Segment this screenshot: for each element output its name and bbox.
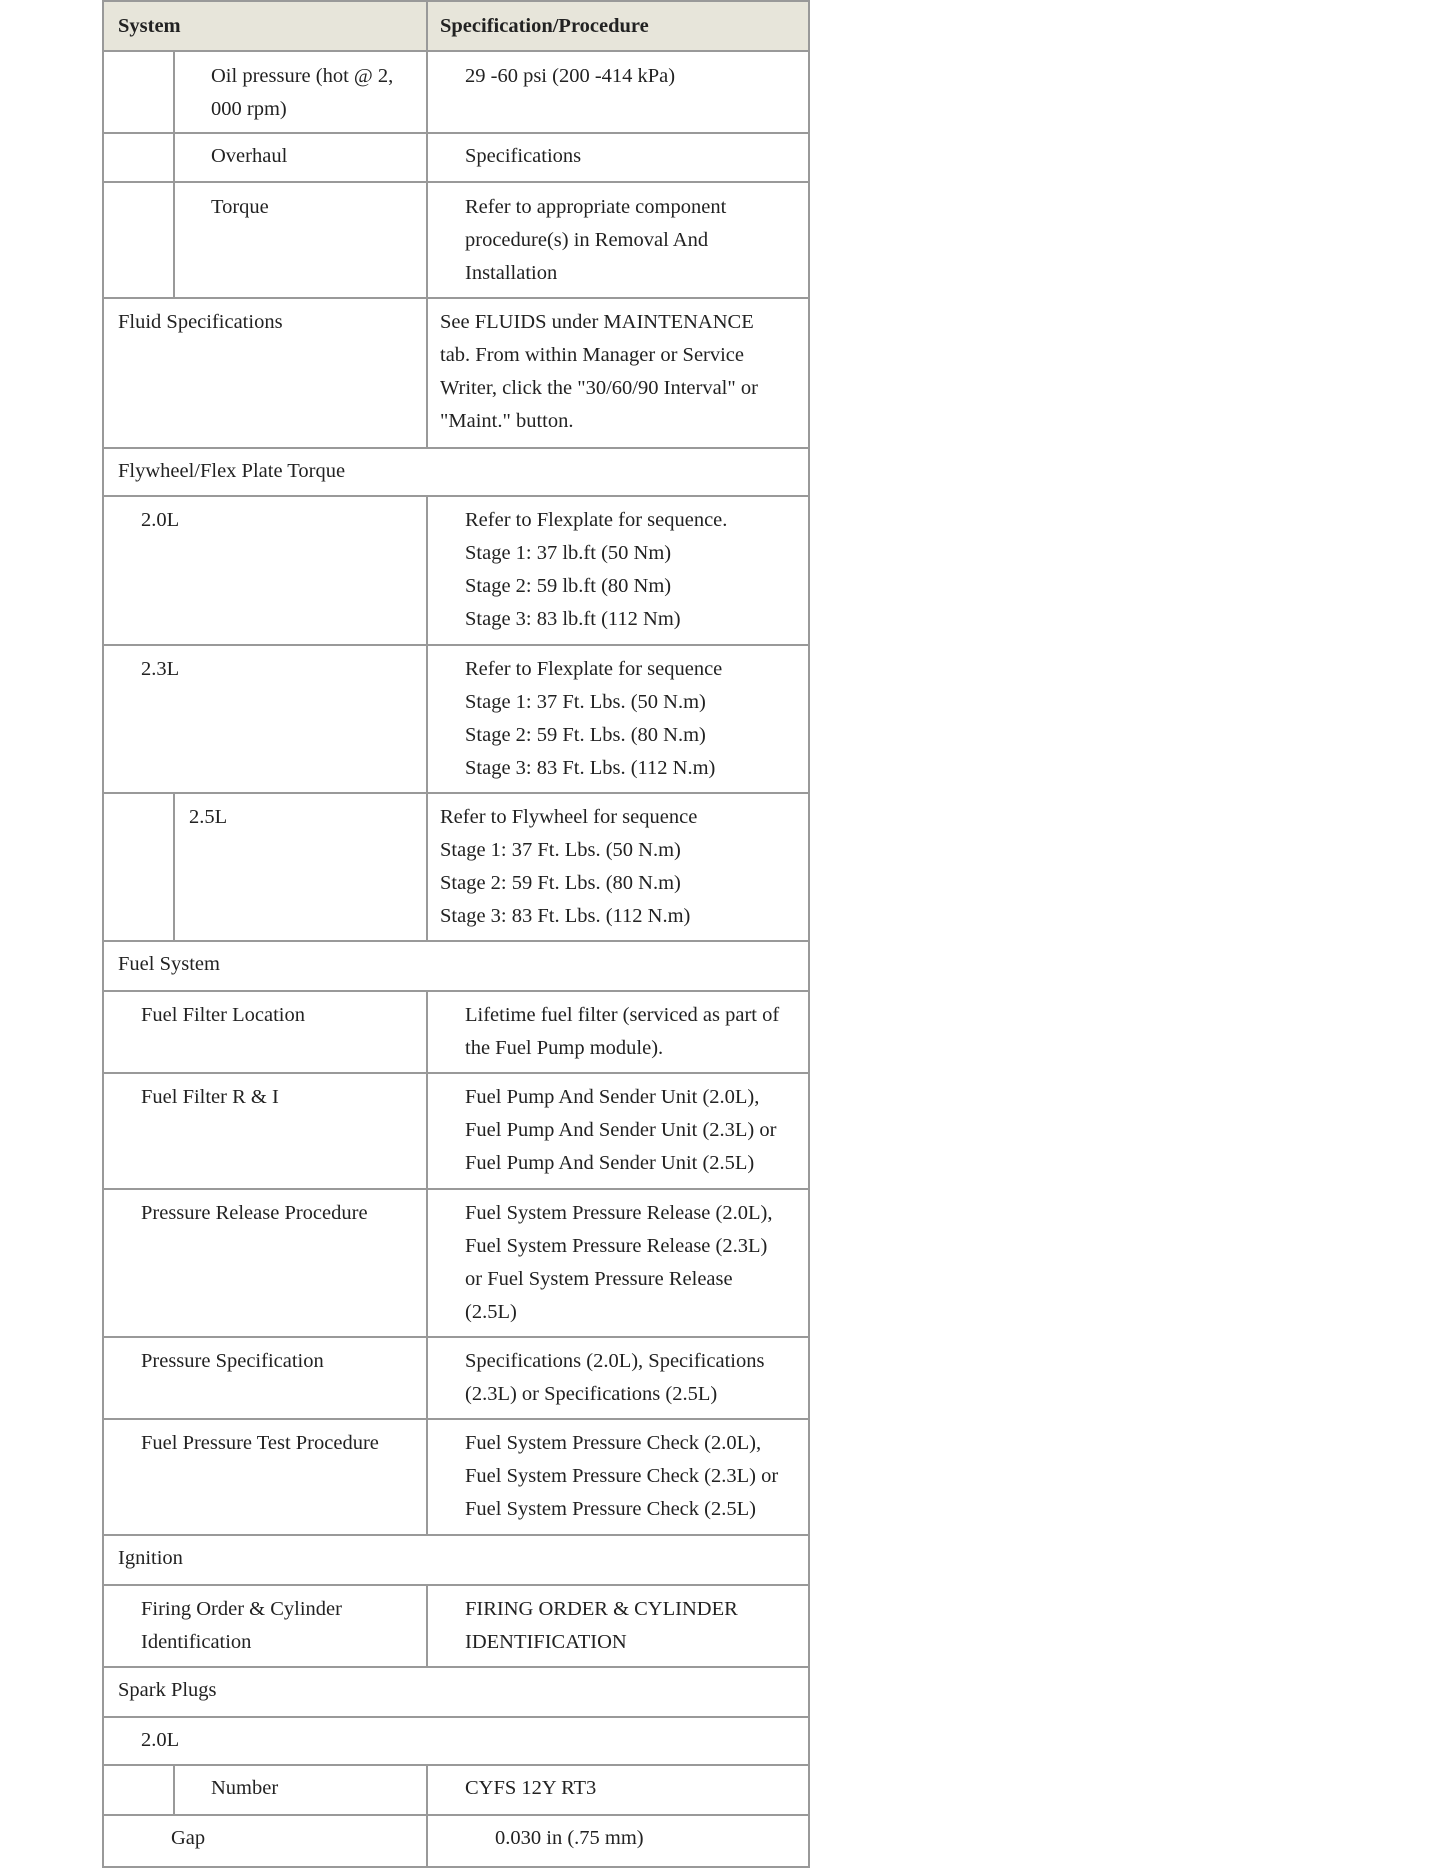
system-cell: Torque [211,196,269,218]
section-row [104,942,808,992]
spec-cell: Fuel System Pressure Release (2.0L), Fuel System Pressure Release (2.3L) or Fuel System Pressure Release (2.5L) [465,1202,773,1323]
table-row [104,794,808,942]
spec-cell: 29 -60 psi (200 -414 kPa) [465,65,676,87]
spec-cell: 0.030 in (.75 mm) [495,1827,644,1849]
section-row [104,1668,808,1718]
system-cell: Fuel Pressure Test Procedure [141,1432,379,1454]
column-header-system: System [118,15,181,37]
spec-cell: FIRING ORDER & CYLINDER IDENTIFICATION [465,1598,738,1653]
spec-cell: Lifetime fuel filter (serviced as part of the Fuel Pump module). [465,1004,780,1059]
section-row [104,449,808,497]
table-row [104,992,808,1074]
system-cell: Gap [171,1827,206,1849]
system-cell: Number [211,1777,279,1799]
subsection-title: 2.0L [141,1729,180,1751]
spec-cell: CYFS 12Y RT3 [465,1777,597,1799]
table-row [104,52,808,134]
table-row [104,1420,808,1536]
system-cell: Overhaul [211,145,288,167]
table-row [104,1338,808,1420]
section-title: Spark Plugs [118,1679,217,1701]
system-cell: Fluid Specifications [118,311,283,333]
spec-cell: Refer to appropriate component procedure(s) in Removal And Installation [465,196,727,284]
spec-cell: Specifications (2.0L), Specifications (2.3L) or Specifications (2.5L) [465,1350,765,1405]
section-title: Flywheel/Flex Plate Torque [118,460,346,482]
table-row [104,1190,808,1338]
spec-cell: Refer to Flywheel for sequence Stage 1: 37 Ft. Lbs. (50 N.m) Stage 2: 59 Ft. Lbs. (80 N.m) Stage 3: 83 Ft. Lbs. (112 N.m) [440,806,698,927]
system-cell: Oil pressure (hot @ 2, 000 rpm) [211,65,394,120]
table-row [104,183,808,299]
table-row [104,1074,808,1190]
table-row [104,1766,808,1816]
spec-cell: See FLUIDS under MAINTENANCE tab. From within Manager or Service Writer, click the "30/60/90 Interval" or "Maint." button. [440,311,758,432]
table-row [104,299,808,449]
system-cell: Fuel Filter Location [141,1004,305,1026]
subsection-row [104,1718,808,1766]
system-cell: Fuel Filter R & I [141,1086,279,1108]
table-row [104,1816,808,1866]
section-title: Fuel System [118,953,220,975]
system-cell: Pressure Release Procedure [141,1202,368,1224]
spec-cell: Fuel System Pressure Check (2.0L), Fuel System Pressure Check (2.3L) or Fuel System Pressure Check (2.5L) [465,1432,779,1520]
system-cell: 2.5L [189,806,228,828]
spec-cell: Fuel Pump And Sender Unit (2.0L), Fuel Pump And Sender Unit (2.3L) or Fuel Pump And Sender Unit (2.5L) [465,1086,777,1174]
system-cell: Firing Order & Cylinder Identification [141,1598,342,1653]
table-row [104,134,808,183]
system-cell: Pressure Specification [141,1350,324,1372]
table-header-row [104,2,808,52]
system-cell: 2.3L [141,658,180,680]
spec-cell: Specifications [465,145,582,167]
table-row [104,646,808,794]
spec-cell: Refer to Flexplate for sequence Stage 1: 37 Ft. Lbs. (50 N.m) Stage 2: 59 Ft. Lbs. (80 N.m) Stage 3: 83 Ft. Lbs. (112 N.m) [465,658,723,779]
column-header-specification: Specification/Procedure [440,15,649,37]
section-row [104,1536,808,1586]
section-title: Ignition [118,1547,183,1569]
spec-cell: Refer to Flexplate for sequence. Stage 1: 37 lb.ft (50 Nm) Stage 2: 59 lb.ft (80 Nm) Stage 3: 83 lb.ft (112 Nm) [465,509,728,630]
specifications-table [102,0,810,1868]
system-cell: 2.0L [141,509,180,531]
table-row [104,1586,808,1668]
table-row [104,497,808,646]
